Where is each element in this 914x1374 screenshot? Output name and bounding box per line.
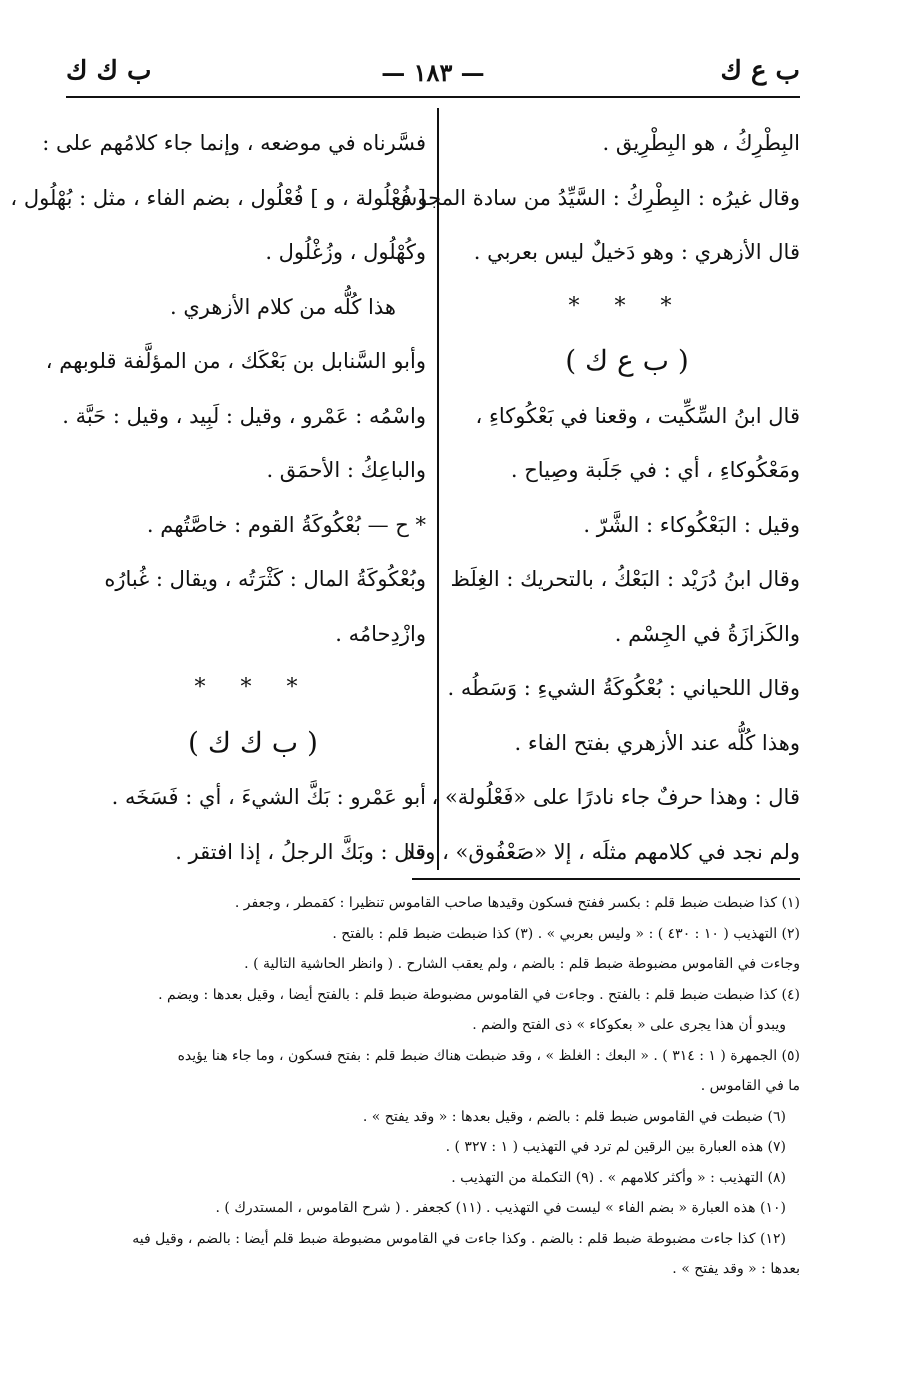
footnote-line: (٥) الجمهرة ( ١ : ٣١٤ ) . « البعك : الغلظ » ، وقد ضبطت هناك ضبط قلم : بفتح فسكون ، وما جاء هنا يؤيده	[177, 1047, 800, 1064]
text-line: وقيل : البَعْكُوكاء : الشَّرّ .	[583, 512, 800, 537]
text-line: وقال اللحياني : بُعْكُوكَةُ الشيءِ : وَسَطُه .	[447, 676, 800, 700]
footnote-line: (١٢) كذا جاءت مضبوطة ضبط قلم : بالضم . وكذا جاءت في القاموس مضبوطة ضبط قلم أيضا : بالضم ، وقيل فيه	[132, 1230, 786, 1247]
text-line: البِطْرِكُ ، هو البِطْرِيق .	[602, 131, 800, 155]
header-rule	[66, 96, 800, 98]
column-separator	[437, 108, 439, 870]
footnote-line: (٢) التهذيب ( ١٠ : ٤٣٠ ) : « وليس بعربي » . (٣) كذا ضبطت ضبط قلم : بالفتح .	[332, 925, 800, 942]
text-line: [ فُعْلُولة ، و ] فُعْلُول ، بضم الفاء ، مثل : بُهْلُول ،	[10, 185, 426, 210]
text-line: * ح — بُعْكُوكَةُ القوم : خاصَّتُهم .	[146, 512, 426, 537]
footnote-line: (١٠) هذه العبارة « بضم الفاء » ليست في التهذيب . (١١) كجعفر . ( شرح القاموس ، المستدرك ) .	[215, 1200, 786, 1216]
section-divider: * * *	[194, 675, 312, 700]
section-heading: ( ب ع ك )	[565, 344, 689, 377]
text-line: والباعِكُ : الأحمَق .	[266, 458, 426, 482]
footnote-line: ما في القاموس .	[700, 1078, 800, 1094]
text-line: وهذا كُلُّه عند الأزهري بفتح الفاء .	[514, 730, 800, 755]
footnote-line: (٧) هذه العبارة بين الرقين لم ترد في التهذيب ( ١ : ٣٢٧ ) .	[445, 1139, 786, 1155]
page-header	[66, 56, 800, 92]
footnote-line: (٨) التهذيب : « وأكثر كلامهم » . (٩) التكملة من التهذيب .	[451, 1169, 786, 1186]
text-line: والكَزازَةُ في الجِسْم .	[614, 621, 800, 646]
text-line: قال الأزهري : وهو دَخيلٌ ليس بعربي .	[473, 240, 800, 264]
text-line: وأبو السَّنابل بن بَعْكَك ، من المؤلَّفة قلوبهم ،	[45, 349, 426, 373]
left-column	[10, 116, 426, 879]
footnote-line: بعدها : « وقد يفتح » .	[672, 1261, 800, 1277]
text-line: أبو عَمْرو : بَكَّ الشيءَ ، أي : فَسَخَه .	[111, 785, 426, 809]
text-line: ومَعْكُوكاءِ ، أي : في جَلَبة وصِياح .	[510, 458, 800, 482]
section-divider: * * *	[568, 293, 686, 319]
footnotes	[66, 888, 800, 1285]
footnote-line: ويبدو أن هذا يجرى على « بعكوكاء » ذى الفتح والضم .	[472, 1017, 786, 1033]
text-line: وبُعْكُوكَةُ المال : كَثْرَتُه ، ويقال : غُبارُه	[104, 567, 426, 591]
section-heading: ( ب ك ك )	[188, 725, 318, 759]
footnote-rule	[412, 878, 800, 880]
text-line: واسْمُه : عَمْرو ، وقيل : لَبِيد ، وقيل : حَبَّة .	[62, 403, 426, 428]
header-left-keyword: ب ك ك	[66, 56, 152, 86]
text-line: قال : وهذا حرفٌ جاء نادرًا على «فَعْلُولة» ،	[431, 785, 800, 809]
text-line: هذا كُلُّه من كلام الأزهري .	[169, 294, 396, 319]
text-line: وكُهْلُول ، وزُغْلُول .	[265, 240, 426, 264]
text-line: قال ابنُ السِّكِّيت ، وقعنا في بَعْكُوكاءِ ،	[475, 403, 800, 428]
footnote-line: (٤) كذا ضبطت ضبط قلم : بالفتح . وجاءت في القاموس مضبوطة ضبط قلم : بالفتح أيضا ، وقيل بعدها : ويضم .	[158, 986, 800, 1003]
text-line: وقال غيرُه : البِطْرِكُ : السَّيِّدُ من سادة المجوس .	[378, 185, 800, 210]
text-line: ولم نجد في كلامهم مثلَه ، إلا «صَعْفُوق» ، وقد	[404, 839, 800, 864]
footnote-line: (١) كذا ضبطت ضبط قلم : بكسر ففتح فسكون وقيدها صاحب القاموس تنظيرا : كقمطر ، وجعفر .	[234, 895, 800, 911]
text-line: فسَّرناه في موضعه ، وإنما جاء كلامُهم على :	[42, 131, 426, 155]
text-line: وازْدِحامُه .	[335, 621, 426, 646]
page-number: — ١٨٣ —	[381, 58, 485, 87]
footnote-line: (٦) ضبطت في القاموس ضبط قلم : بالضم ، وقيل بعدها : « وقد يفتح » .	[362, 1108, 786, 1125]
text-line: قال : وبَكَّ الرجلُ ، إذا افتقر .	[175, 839, 426, 864]
text-line: وقال ابنُ دُرَيْد : البَعْكُ ، بالتحريك : الغِلَظ	[450, 567, 800, 591]
header-right-keyword: ب ع ك	[720, 56, 800, 86]
footnote-line: وجاءت في القاموس مضبوطة ضبط قلم : بالضم ، ولم يعقب الشارح . ( وانظر الحاشية التالية ) .	[244, 956, 800, 972]
